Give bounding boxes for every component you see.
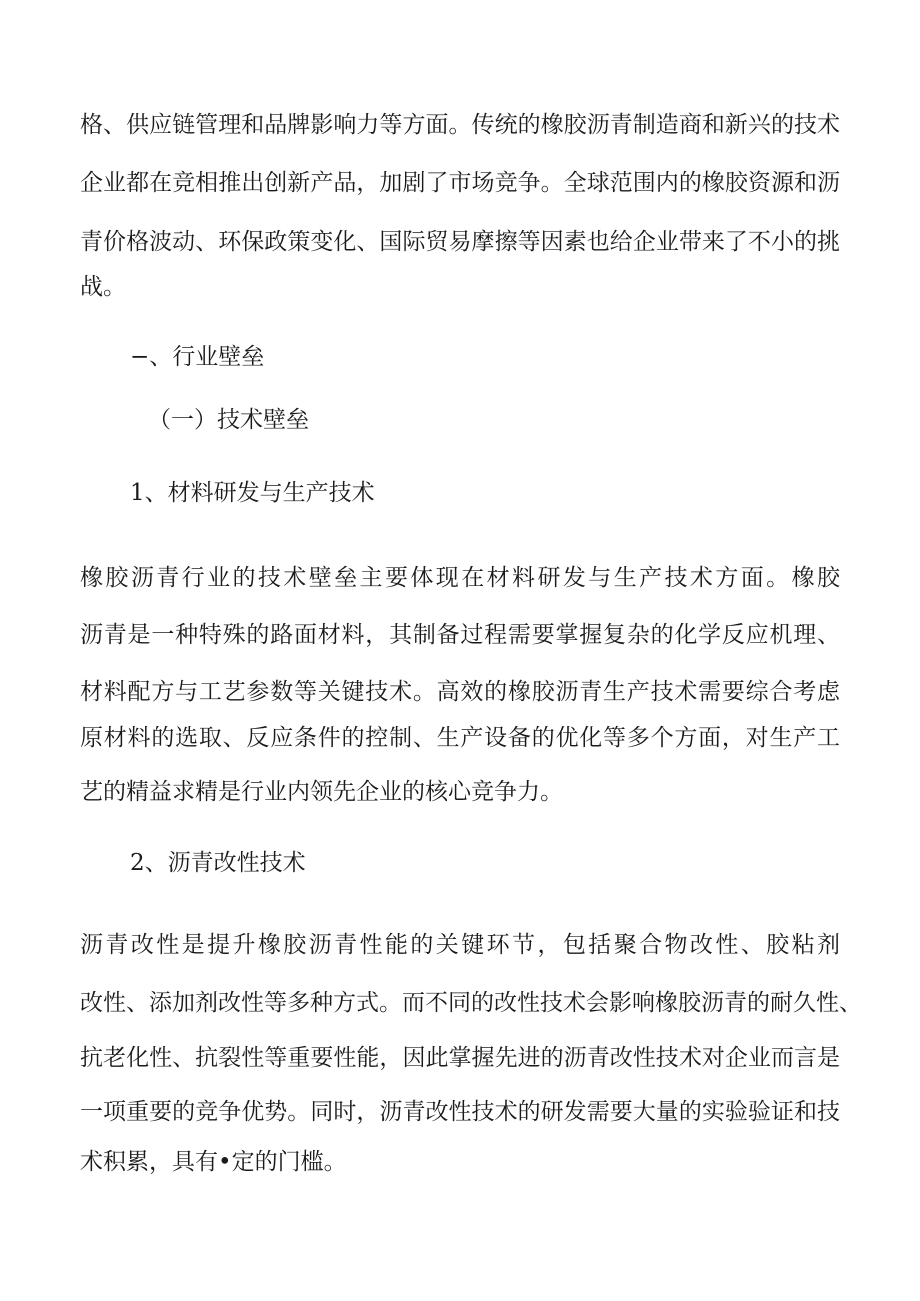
paragraph-line: 抗老化性、抗裂性等重要性能，因此掌握先进的沥青改性技术对企业而言是 bbox=[80, 1045, 840, 1071]
paragraph-line: 原材料的选取、反应条件的控制、生产设备的优化等多个方面，对生产工 bbox=[80, 725, 840, 751]
paragraph-line: 艺的精益求精是行业内领先企业的核心竞争力。 bbox=[80, 779, 563, 805]
paragraph-line: 一项重要的竞争优势。同时，沥青改性技术的研发需要大量的实验验证和技 bbox=[80, 1099, 840, 1125]
paragraph-line: 青价格波动、环保政策变化、国际贸易摩擦等因素也给企业带来了不小的挑 bbox=[80, 229, 840, 255]
paragraph-line: 沥青是一种特殊的路面材料，其制备过程需要掌握复杂的化学反应机理、 bbox=[80, 622, 840, 648]
paragraph-line: 术积累，具有•定的门槛。 bbox=[80, 1149, 347, 1175]
paragraph-line: 企业都在竞相推出创新产品，加剧了市场竞争。全球范围内的橡胶资源和沥 bbox=[80, 170, 840, 196]
paragraph-line: 橡胶沥青行业的技术壁垒主要体现在材料研发与生产技术方面。橡胶 bbox=[80, 565, 840, 591]
paragraph-line: 改性、添加剂改性等多种方式。而不同的改性技术会影响橡胶沥青的耐久性、 bbox=[80, 990, 862, 1016]
section-heading: −、行业壁垒 bbox=[130, 344, 265, 370]
subsection-heading: （一）技术壁垒 bbox=[148, 407, 309, 433]
item-heading: 2、沥青改性技术 bbox=[130, 850, 306, 876]
item-heading: 1、材料研发与生产技术 bbox=[130, 480, 375, 506]
paragraph-line: 沥青改性是提升橡胶沥青性能的关键环节，包括聚合物改性、胶粘剂 bbox=[80, 932, 840, 958]
paragraph-line: 格、供应链管理和品牌影响力等方面。传统的橡胶沥青制造商和新兴的技术 bbox=[80, 112, 840, 138]
paragraph-line: 材料配方与工艺参数等关键技术。高效的橡胶沥青生产技术需要综合考虑 bbox=[80, 679, 840, 705]
paragraph-line: 战。 bbox=[80, 274, 126, 300]
